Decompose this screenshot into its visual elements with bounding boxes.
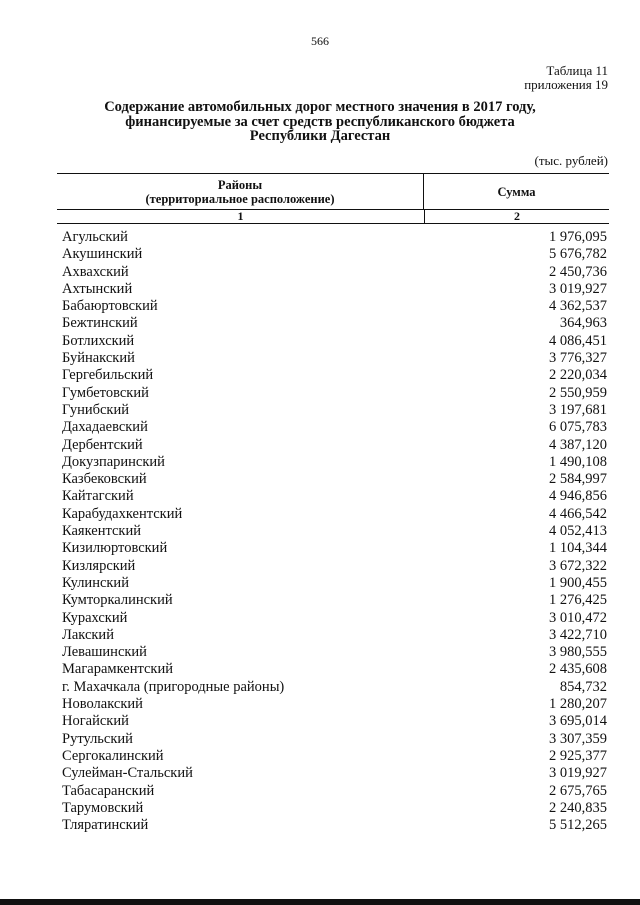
district-sum: 364,963 <box>559 315 607 332</box>
table-row <box>57 558 609 575</box>
district-sum: 4 387,120 <box>549 436 607 453</box>
table-row <box>57 454 609 471</box>
table-row <box>57 437 609 454</box>
district-name: Кизилюртовский <box>62 540 168 557</box>
column-number-1: 1 <box>57 210 425 223</box>
district-name: Буйнакский <box>62 350 135 367</box>
district-name: Гергебильский <box>62 367 154 384</box>
district-name: Кумторкалинский <box>62 592 173 609</box>
district-sum: 4 362,537 <box>549 298 607 315</box>
table-row <box>57 333 609 350</box>
district-name: Докузпаринский <box>62 453 165 470</box>
district-name: Сергокалинский <box>62 747 164 764</box>
page-number: 566 <box>311 34 329 48</box>
table-row <box>57 575 609 592</box>
district-sum: 2 584,997 <box>549 471 607 488</box>
table-row <box>57 610 609 627</box>
column-number-2: 2 <box>514 209 520 223</box>
district-sum: 1 976,095 <box>549 229 607 245</box>
district-sum: 1 276,425 <box>549 592 607 609</box>
table-row <box>57 419 609 436</box>
district-sum: 2 925,377 <box>549 747 607 764</box>
district-sum: 4 052,413 <box>549 523 607 540</box>
district-name: Ногайский <box>62 713 129 730</box>
table-row <box>57 783 609 800</box>
table-ref-line1: Таблица 11 <box>546 63 608 78</box>
table-row <box>57 765 609 782</box>
table-row <box>57 402 609 419</box>
district-sum: 3 019,927 <box>549 765 607 782</box>
district-name: Казбековский <box>62 471 147 488</box>
district-sum: 2 220,034 <box>549 367 607 384</box>
district-name: Агульский <box>62 229 128 245</box>
district-name: Кулинский <box>62 574 129 591</box>
table-row <box>57 298 609 315</box>
header-districts-line1: Районы <box>217 178 263 192</box>
district-sum: 3 695,014 <box>549 713 607 730</box>
header-sum: Сумма <box>497 185 536 199</box>
table-body <box>57 229 609 834</box>
district-name: Кайтагский <box>62 488 134 505</box>
district-sum: 6 075,783 <box>549 419 607 436</box>
district-name: Тляратинский <box>62 817 149 834</box>
table-header <box>57 173 609 210</box>
district-name: Табасаранский <box>62 782 155 799</box>
table-row <box>57 731 609 748</box>
table-row <box>57 540 609 557</box>
district-sum: 1 280,207 <box>549 696 607 713</box>
header-districts <box>57 174 424 209</box>
district-sum: 5 512,265 <box>549 817 607 834</box>
district-sum: 3 307,359 <box>549 730 607 747</box>
table-row <box>57 817 609 834</box>
table-row <box>57 315 609 332</box>
district-sum: 2 550,959 <box>549 384 607 401</box>
table-ref-line2: приложения 19 <box>524 77 608 92</box>
table-row <box>57 350 609 367</box>
district-sum: 3 980,555 <box>549 644 607 661</box>
table-row <box>57 471 609 488</box>
district-name: Магарамкентский <box>62 661 173 678</box>
table-row <box>57 627 609 644</box>
title-line3: Республики Дагестан <box>249 128 391 144</box>
district-sum: 4 086,451 <box>549 332 607 349</box>
district-name: Гунибский <box>62 401 129 418</box>
title-line2: финансируемые за счет средств республиканского бюджета <box>125 113 515 130</box>
district-sum: 3 019,927 <box>549 280 607 297</box>
table-row <box>57 523 609 540</box>
table-row <box>57 661 609 678</box>
district-sum: 3 197,681 <box>549 401 607 418</box>
district-sum: 854,732 <box>559 678 607 695</box>
district-name: Сулейман-Стальский <box>62 765 193 782</box>
district-name: Курахский <box>62 609 128 626</box>
district-name: Бежтинский <box>62 315 138 332</box>
district-sum: 3 776,327 <box>549 350 607 367</box>
table-reference <box>524 64 608 92</box>
district-sum: 1 104,344 <box>549 540 607 557</box>
district-name: Ахвахский <box>62 263 129 280</box>
district-name: Дахадаевский <box>62 419 148 436</box>
table-row <box>57 488 609 505</box>
district-name: Ботлихский <box>62 332 135 349</box>
district-name: Лакский <box>62 626 114 643</box>
district-name: Тарумовский <box>62 799 144 816</box>
table-row <box>57 592 609 609</box>
table-row <box>57 748 609 765</box>
district-sum: 3 422,710 <box>549 626 607 643</box>
district-sum: 5 676,782 <box>549 246 607 263</box>
district-sum: 2 240,835 <box>549 799 607 816</box>
district-sum: 4 466,542 <box>549 505 607 522</box>
table-row <box>57 696 609 713</box>
table-row <box>57 367 609 384</box>
district-sum: 4 946,856 <box>549 488 607 505</box>
units-label: (тыс. рублей) <box>534 153 608 168</box>
district-sum: 2 435,608 <box>549 661 607 678</box>
district-name: Новолакский <box>62 696 143 713</box>
data-table <box>57 173 609 834</box>
district-name: Бабаюртовский <box>62 298 158 315</box>
document-title <box>60 100 580 144</box>
table-row <box>57 800 609 817</box>
district-sum: 1 490,108 <box>549 453 607 470</box>
district-sum: 3 672,322 <box>549 557 607 574</box>
header-districts-line2: (территориальное расположение) <box>145 192 335 206</box>
district-sum: 3 010,472 <box>549 609 607 626</box>
table-row <box>57 644 609 661</box>
table-row <box>57 713 609 730</box>
table-row <box>57 679 609 696</box>
district-name: Акушинский <box>62 246 143 263</box>
district-name: Ахтынский <box>62 280 133 297</box>
district-sum: 2 675,765 <box>549 782 607 799</box>
district-name: Кизлярский <box>62 557 136 574</box>
district-sum: 2 450,736 <box>549 263 607 280</box>
district-name: Дербентский <box>62 436 143 453</box>
district-name: Гумбетовский <box>62 384 149 401</box>
title-line1: Содержание автомобильных дорог местного значения в 2017 году, <box>104 99 536 115</box>
table-row <box>57 506 609 523</box>
table-row <box>57 385 609 402</box>
district-sum: 1 900,455 <box>549 574 607 591</box>
table-row <box>57 264 609 281</box>
district-name: Рутульский <box>62 730 133 747</box>
district-name: Левашинский <box>62 644 147 661</box>
table-row <box>57 281 609 298</box>
district-name: Каякентский <box>62 523 141 540</box>
table-row <box>57 246 609 263</box>
scan-edge <box>0 899 640 905</box>
table-row <box>57 229 609 246</box>
column-numbers <box>57 210 609 224</box>
district-name: Карабудахкентский <box>62 505 183 522</box>
district-name: г. Махачкала (пригородные районы) <box>62 678 285 695</box>
